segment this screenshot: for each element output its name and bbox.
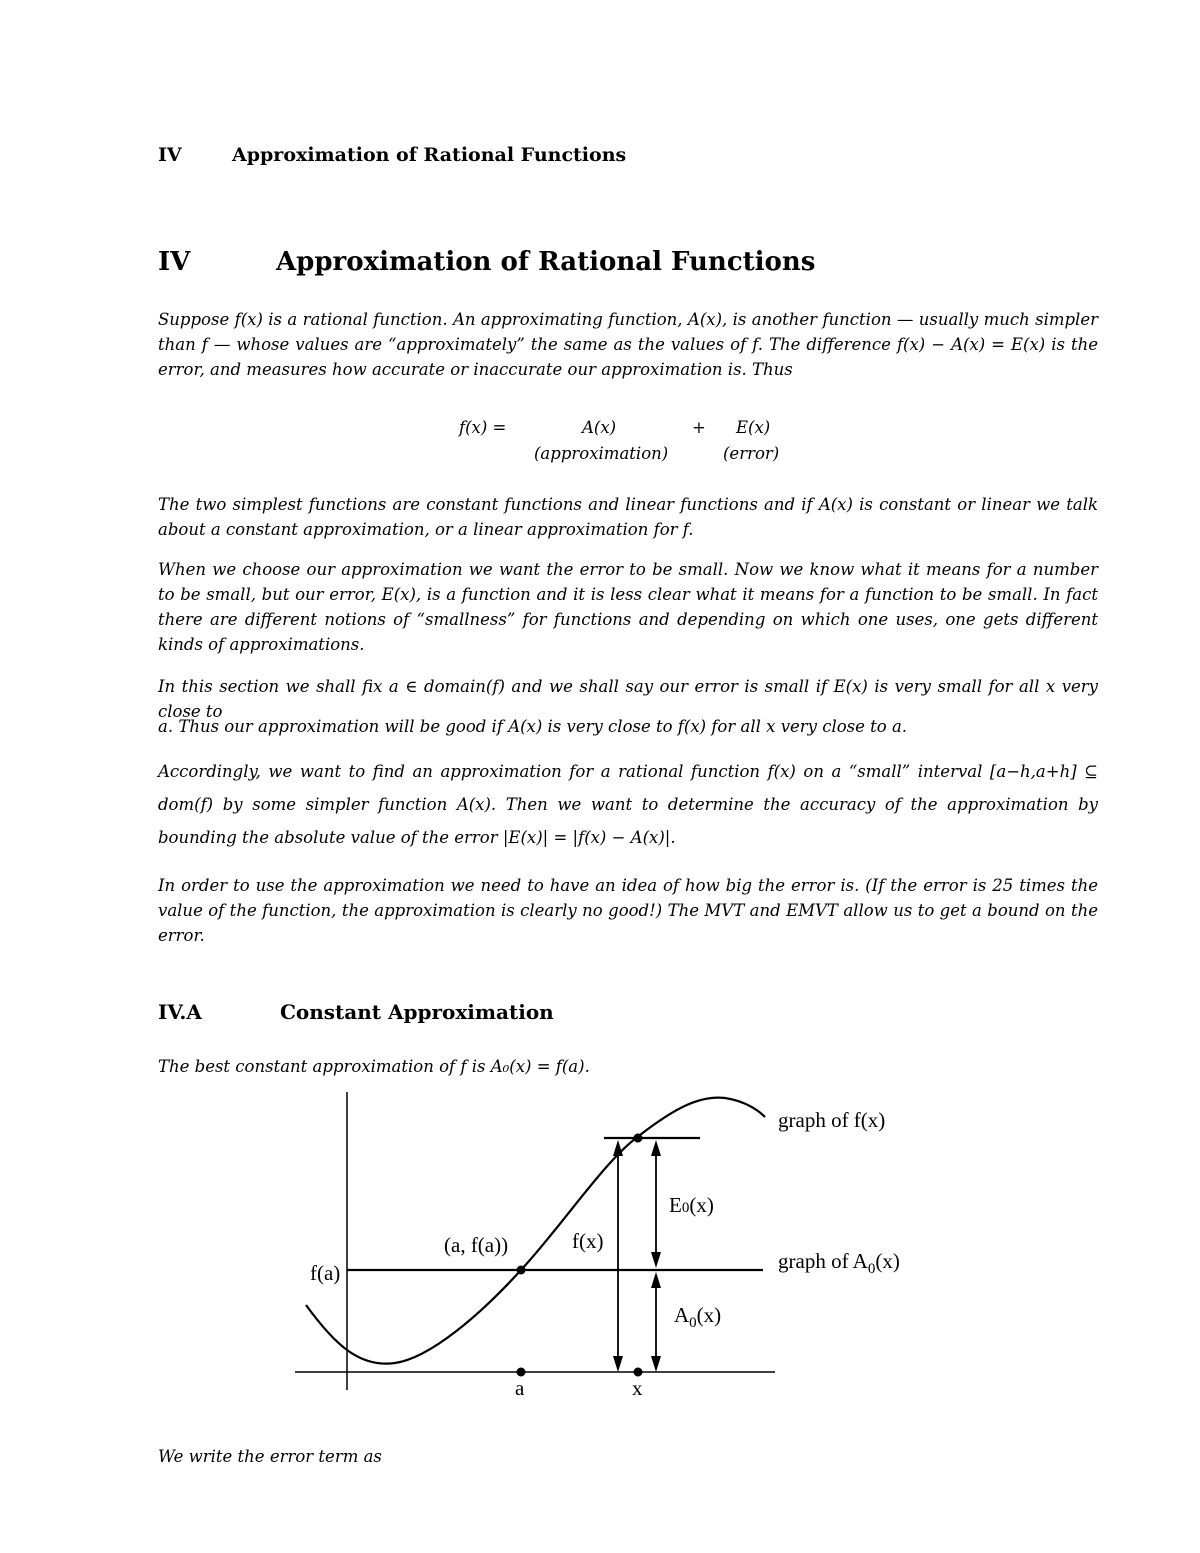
e0-arrowhead-top <box>651 1140 661 1156</box>
simplest-functions-paragraph: The two simplest functions are constant functions and linear functions and if A(x) is constant or linear we talk about a constant approximation, or a linear approximation for f. <box>158 495 1098 539</box>
a0-label <box>674 1303 721 1331</box>
graph-a0-label-sub: 0 <box>867 1261 876 1277</box>
subsection-title: Constant Approximation <box>280 1000 554 1024</box>
graph-a0-label-prefix: graph of A <box>778 1249 868 1273</box>
a-axis-label: a <box>515 1376 525 1400</box>
a0-arrowhead-bottom <box>651 1356 661 1372</box>
e0-label-main: E <box>669 1193 682 1217</box>
a0-label-main: A <box>674 1303 690 1327</box>
a0-arrowhead-top <box>651 1272 661 1288</box>
error-bound-paragraph: In order to use the approximation we need to have an idea of how big the error is. (If the error is 25 times the value of the function, the approximation is clearly no good!) The MVT and EMVT allow us to get a bound on the error. <box>158 876 1098 945</box>
e0-label <box>669 1193 714 1217</box>
fx-arrowhead-bottom <box>613 1356 623 1372</box>
point-a-fa <box>517 1266 526 1275</box>
error-term-paragraph: We write the error term as <box>158 1447 382 1466</box>
equation-label-error: (error) <box>723 444 780 463</box>
equation-lhs: f(x) = <box>459 418 507 437</box>
x-axis-label: x <box>632 1376 643 1400</box>
section-number: IV <box>158 247 191 277</box>
fx-arrowhead-top <box>613 1140 623 1156</box>
accordingly-paragraph: Accordingly, we want to find an approximation for a rational function f(x) on a “small” interval [a−h,a+h] ⊆ dom(f) by some simpler function A(x). Then we want to determine the accuracy of the approximation by bounding the absolute value of the error |E(x)| = |f(x) − A(x)|. <box>158 762 1098 847</box>
subsection-number: IV.A <box>158 1000 202 1024</box>
running-header-number: IV <box>158 144 182 166</box>
e0-arrowhead-bottom <box>651 1252 661 1268</box>
a0-label-suffix: (x) <box>696 1303 722 1327</box>
equation-plus: + <box>692 418 706 437</box>
a0-label-sub: 0 <box>689 1315 697 1331</box>
point-label: (a, f(a)) <box>444 1233 509 1257</box>
fa-label: f(a) <box>310 1261 341 1285</box>
small-error-paragraph: When we choose our approximation we want the error to be small. Now we know what it means for a number to be small, but our error, E(x), is a function and it is less clear what it means for a function to be small. In fact there are different notions of “smallness” for functions and depending on which one uses, one gets different kinds of approximations. <box>158 560 1098 654</box>
fx-label: f(x) <box>572 1229 604 1253</box>
graph-f-label: graph of f(x) <box>778 1108 886 1132</box>
equation-label-approximation: (approximation) <box>534 444 669 463</box>
equation-term-error: E(x) <box>736 418 771 437</box>
e0-label-suffix: (x) <box>689 1193 714 1217</box>
fix-a-paragraph-line2: a. Thus our approximation will be good if A(x) is very close to f(x) for all x very close to a. <box>158 717 908 736</box>
graph-a0-label <box>778 1249 900 1277</box>
section-title: Approximation of Rational Functions <box>276 247 816 277</box>
best-constant-paragraph: The best constant approximation of f is A₀(x) = f(a). <box>158 1057 590 1076</box>
running-header-title: Approximation of Rational Functions <box>232 144 627 166</box>
point-x-fx <box>634 1134 643 1143</box>
intro-paragraph: Suppose f(x) is a rational function. An approximating function, A(x), is another function — usually much simpler than f — whose values are “approximately” the same as the values of f. The difference f(x) − A(x) = E(x) is the error, and measures how accurate or inaccurate our approximation is. Thus <box>158 310 1098 379</box>
fix-a-paragraph-line1: In this section we shall fix a ∈ domain(f) and we shall say our error is small if E(x) is very small for all x very close to <box>158 677 1098 721</box>
e0-label-sub: 0 <box>681 1200 690 1216</box>
graph-a0-label-suffix: (x) <box>875 1249 900 1273</box>
equation-term-approximation: A(x) <box>582 418 617 437</box>
